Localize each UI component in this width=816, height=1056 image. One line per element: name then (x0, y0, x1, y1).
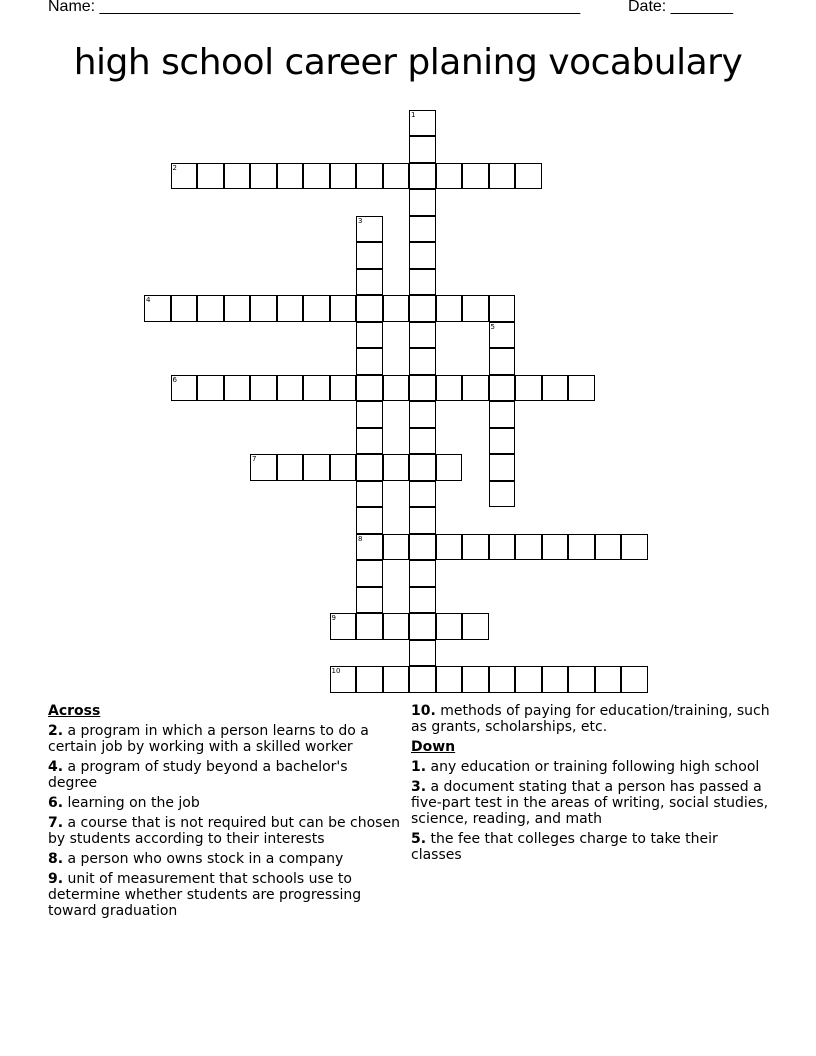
grid-cell[interactable] (330, 666, 357, 693)
clue-item (48, 723, 400, 755)
grid-cell[interactable] (303, 375, 330, 402)
grid-cell[interactable] (409, 295, 436, 322)
grid-cell[interactable] (409, 454, 436, 481)
clue-number: 2 (172, 163, 177, 172)
grid-cell[interactable] (621, 534, 648, 561)
grid-cell[interactable] (356, 242, 383, 269)
grid-cell[interactable] (330, 295, 357, 322)
clue-number: 7 (252, 455, 257, 463)
grid-cell[interactable] (489, 454, 516, 481)
clue-item (48, 815, 400, 847)
grid-cell[interactable] (595, 534, 622, 561)
grid-cell[interactable] (277, 375, 304, 402)
grid-cell[interactable] (462, 163, 489, 190)
grid-cell[interactable] (409, 348, 436, 375)
clue-item-text: learning on the job (63, 795, 200, 811)
grid-cell[interactable] (277, 295, 304, 322)
grid-cell[interactable] (515, 666, 542, 693)
grid-cell[interactable] (356, 666, 383, 693)
clue-number: 8 (358, 534, 363, 543)
grid-cell[interactable] (197, 375, 224, 402)
grid-cell[interactable] (250, 375, 277, 402)
grid-cell[interactable] (436, 534, 463, 561)
grid-cell[interactable] (568, 375, 595, 402)
clue-item (48, 871, 400, 919)
grid-cell[interactable] (462, 375, 489, 402)
grid-cell[interactable] (409, 534, 436, 561)
puzzle-title: high school career planing vocabulary (73, 42, 743, 83)
grid-cell[interactable] (489, 481, 516, 508)
grid-cell[interactable] (224, 375, 251, 402)
clue-item-number: 1. (411, 759, 427, 775)
grid-cell[interactable] (409, 666, 436, 693)
clue-item (411, 779, 771, 827)
clue-item-number: 4. (48, 759, 64, 775)
grid-cell[interactable] (303, 454, 330, 481)
grid-cell[interactable] (515, 163, 542, 190)
grid-cell[interactable] (383, 375, 410, 402)
grid-cell[interactable] (277, 163, 304, 190)
clue-item-text: a program of study beyond a bachelor's degree (48, 759, 348, 791)
grid-cell[interactable] (436, 375, 463, 402)
clue-item-text: the fee that colleges charge to take their classes (411, 831, 718, 863)
grid-cell[interactable] (171, 295, 198, 322)
grid-cell[interactable] (409, 110, 436, 137)
grid-cell[interactable] (330, 375, 357, 402)
grid-cell[interactable] (356, 348, 383, 375)
grid-cell[interactable] (621, 666, 648, 693)
grid-cell[interactable] (330, 163, 357, 190)
grid-cell[interactable] (489, 322, 516, 349)
clue-number: 6 (172, 375, 177, 384)
grid-cell[interactable] (409, 507, 436, 534)
clue-item-text: a document stating that a person has passed a five-part test in the areas of writing, social studies, science, reading, and math (411, 779, 769, 827)
grid-cell[interactable] (462, 534, 489, 561)
grid-cell[interactable] (171, 375, 198, 402)
grid-cell[interactable] (356, 454, 383, 481)
grid-cell[interactable] (356, 163, 383, 190)
clue-number: 10 (331, 667, 341, 675)
grid-cell[interactable] (489, 375, 516, 402)
grid-cell[interactable] (383, 163, 410, 190)
clue-item (411, 703, 771, 735)
clue-number: 4 (146, 296, 151, 304)
across-heading: Across (48, 703, 101, 719)
grid-cell[interactable] (489, 666, 516, 693)
grid-cell[interactable] (383, 613, 410, 640)
grid-cell[interactable] (224, 163, 251, 190)
grid-cell[interactable] (250, 163, 277, 190)
grid-cell[interactable] (409, 322, 436, 349)
clue-number: 5 (490, 322, 495, 331)
grid-cell[interactable] (356, 481, 383, 508)
grid-cell[interactable] (250, 295, 277, 322)
grid-cell[interactable] (356, 401, 383, 428)
grid-cell[interactable] (330, 454, 357, 481)
grid-cell[interactable] (356, 560, 383, 587)
clue-item-number: 9. (48, 871, 64, 887)
clue-item (48, 851, 400, 867)
clue-item-number: 3. (411, 779, 427, 795)
grid-cell[interactable] (409, 136, 436, 163)
grid-cell[interactable] (383, 534, 410, 561)
grid-cell[interactable] (436, 454, 463, 481)
grid-cell[interactable] (542, 666, 569, 693)
grid-cell[interactable] (383, 295, 410, 322)
clue-item (48, 759, 400, 791)
grid-cell[interactable] (409, 375, 436, 402)
clue-item-number: 5. (411, 831, 427, 847)
clue-item-text: a person who owns stock in a company (63, 851, 344, 867)
clues-right-column (411, 703, 771, 867)
clue-item (48, 795, 400, 811)
grid-cell[interactable] (409, 189, 436, 216)
grid-cell[interactable] (409, 216, 436, 243)
date-field-label: Date: _______ (628, 0, 733, 15)
down-clue-list (411, 759, 771, 863)
grid-cell[interactable] (568, 666, 595, 693)
grid-cell[interactable] (462, 613, 489, 640)
clue-number: 9 (331, 614, 336, 622)
clues-left-column (48, 703, 400, 923)
grid-cell[interactable] (462, 666, 489, 693)
grid-cell[interactable] (409, 163, 436, 190)
grid-cell[interactable] (409, 242, 436, 269)
grid-cell[interactable] (356, 295, 383, 322)
grid-cell[interactable] (356, 269, 383, 296)
clue-item-number: 8. (48, 851, 64, 867)
clue-item-text: unit of measurement that schools use to determine whether students are progressing toward graduation (48, 871, 362, 919)
across-clue-list-continued (411, 703, 771, 735)
grid-cell[interactable] (383, 454, 410, 481)
grid-cell[interactable] (489, 348, 516, 375)
clue-item (411, 831, 771, 863)
clue-number: 3 (358, 216, 363, 225)
grid-cell[interactable] (489, 295, 516, 322)
grid-cell[interactable] (436, 163, 463, 190)
down-heading: Down (411, 739, 456, 755)
grid-cell[interactable] (515, 534, 542, 561)
clue-item-number: 10. (411, 703, 436, 719)
grid-cell[interactable] (356, 534, 383, 561)
clue-item-number: 2. (48, 723, 64, 739)
grid-cell[interactable] (462, 295, 489, 322)
clue-item-text: a course that is not required but can be chosen by students according to their interests (48, 815, 400, 847)
grid-cell[interactable] (409, 613, 436, 640)
grid-cell[interactable] (356, 216, 383, 243)
grid-cell[interactable] (409, 401, 436, 428)
grid-cell[interactable] (436, 666, 463, 693)
grid-cell[interactable] (356, 613, 383, 640)
clue-item-text: any education or training following high school (426, 759, 760, 775)
grid-cell[interactable] (542, 375, 569, 402)
grid-cell[interactable] (409, 587, 436, 614)
grid-cell[interactable] (303, 295, 330, 322)
grid-cell[interactable] (356, 428, 383, 455)
grid-cell[interactable] (436, 613, 463, 640)
grid-cell[interactable] (489, 401, 516, 428)
grid-cell[interactable] (409, 428, 436, 455)
grid-cell[interactable] (356, 587, 383, 614)
clue-item-number: 7. (48, 815, 64, 831)
grid-cell[interactable] (489, 428, 516, 455)
clue-item (411, 759, 771, 775)
grid-cell[interactable] (356, 375, 383, 402)
clue-item-text: a program in which a person learns to do a certain job by working with a skilled worker (48, 723, 369, 755)
grid-cell[interactable] (595, 666, 622, 693)
clue-item-number: 6. (48, 795, 64, 811)
across-clue-list (48, 723, 400, 919)
grid-cell[interactable] (568, 534, 595, 561)
grid-cell[interactable] (144, 295, 171, 322)
grid-cell[interactable] (409, 640, 436, 667)
grid-cell[interactable] (515, 375, 542, 402)
grid-cell[interactable] (409, 481, 436, 508)
clue-item-text: methods of paying for education/training, such as grants, scholarships, etc. (411, 703, 770, 735)
grid-cell[interactable] (197, 163, 224, 190)
grid-cell[interactable] (489, 534, 516, 561)
grid-cell[interactable] (409, 560, 436, 587)
grid-cell[interactable] (277, 454, 304, 481)
grid-cell[interactable] (436, 295, 463, 322)
grid-cell[interactable] (489, 163, 516, 190)
grid-cell[interactable] (542, 534, 569, 561)
grid-cell[interactable] (197, 295, 224, 322)
grid-cell[interactable] (303, 163, 330, 190)
clue-number: 1 (411, 110, 416, 119)
grid-cell[interactable] (171, 163, 198, 190)
grid-cell[interactable] (383, 666, 410, 693)
grid-cell[interactable] (250, 454, 277, 481)
grid-cell[interactable] (409, 269, 436, 296)
grid-cell[interactable] (356, 507, 383, 534)
grid-cell[interactable] (330, 613, 357, 640)
name-field-label: Name: ______________________________________________________ (48, 0, 581, 15)
grid-cell[interactable] (224, 295, 251, 322)
grid-cell[interactable] (356, 322, 383, 349)
